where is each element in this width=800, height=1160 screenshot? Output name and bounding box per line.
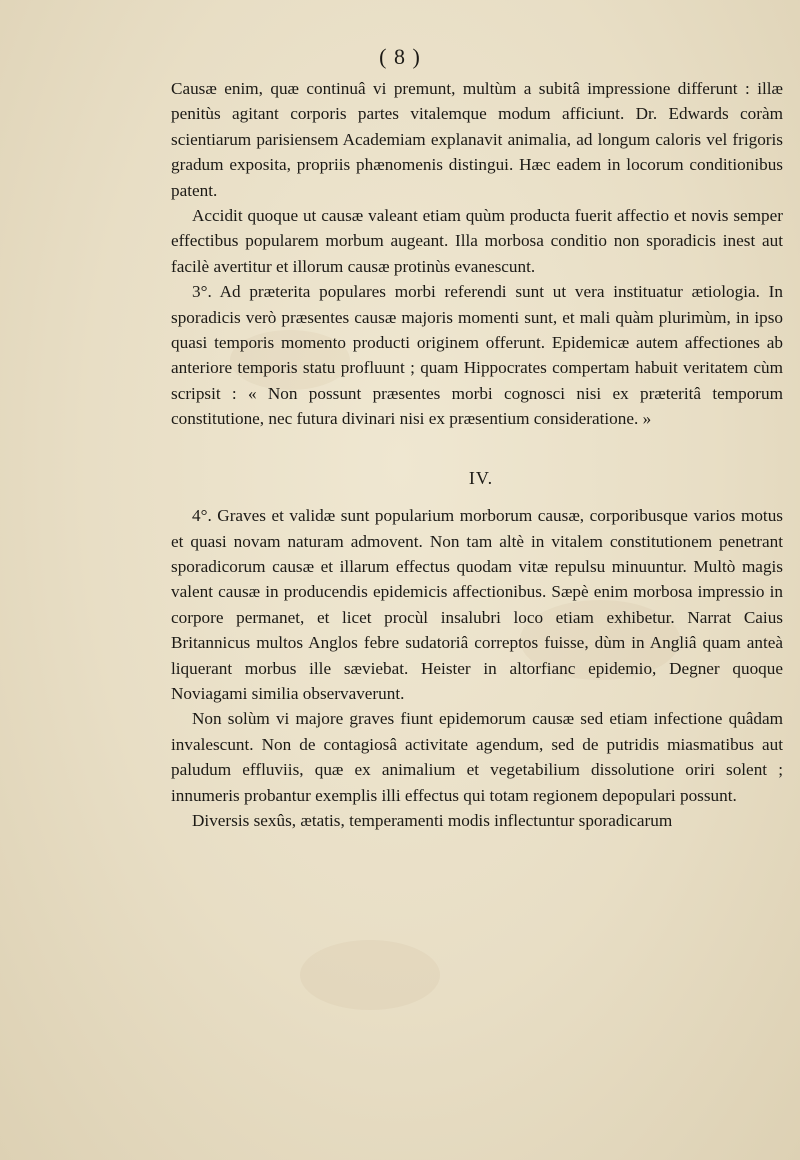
paragraph-5: Non solùm vi majore graves fiunt epidemorum causæ sed etiam infectione quâdam invalescunt. Non de contagiosâ activitate agendum, sed de putridis miasmatibus aut paludum effluviis, quæ ex animalium et vegetabilium dissolutione oriri solent ; innumeris probantur exemplis illi effectus qui totam regionem depopulari possunt. xyxy=(171,709,783,805)
section-heading: IV. xyxy=(468,467,494,488)
page-number: ( 8 ) xyxy=(379,44,421,69)
paragraph-3: 3°. Ad præterita populares morbi referendi sunt ut vera instituatur ætiologia. In sporadicis verò præsentes causæ majoris momenti sunt, et mali quàm plurimùm, in ipso quasi temporis momento producti originem offerunt. Epidemicæ autem affectiones ab anteriore temporis statu profluunt ; quam Hippocrates compertam habuit veritatem cùm scripsit : « Non possunt præsentes morbi cognosci nisi ex præteritâ temporum constitutione, nec futura divinari nisi ex præsentium consideratione. » xyxy=(171,282,783,429)
body-text xyxy=(171,76,783,833)
paragraph-4: 4°. Graves et validæ sunt popularium morborum causæ, corporibusque varios motus et quasi novam naturam admovent. Non tam altè in vitalem constitutionem penetrant sporadicorum causæ et illarum effectus quodam vitæ repulsu minuuntur. Multò magis valent causæ in producendis epidemicis affectionibus. Sæpè enim morbosa impressio in corpore permanet, et licet procùl insalubri loco etiam exhibetur. Narrat Caius Britannicus multos Anglos febre sudatoriâ correptos fuisse, dùm in Angliâ quam anteà liquerant morbus ille sæviebat. Heister in altorfianc epidemio, Degner quoque Noviagami similia observaverunt. xyxy=(171,506,783,703)
paragraph-2: Accidit quoque ut causæ valeant etiam quùm producta fuerit affectio et novis semper effectibus popularem morbum augeant. Illa morbosa conditio non sporadicis inest aut facilè avertitur et illorum causæ protinùs evanescunt. xyxy=(171,206,783,276)
paragraph-1: Causæ enim, quæ continuâ vi premunt, multùm a subitâ impressione differunt : illæ penitùs agitant corporis partes vitalemque modum afficiunt. Dr. Edwards coràm scientiarum parisiensem Academiam explanavit animalia, ad longum caloris vel frigoris gradum exposita, propriis phænomenis distingui. Hæc eadem in locorum conditionibus patent. xyxy=(171,79,783,200)
paragraph-6: Diversis sexûs, ætatis, temperamenti modis inflectuntur sporadicarum xyxy=(192,810,673,830)
paper-stain xyxy=(300,940,440,1010)
